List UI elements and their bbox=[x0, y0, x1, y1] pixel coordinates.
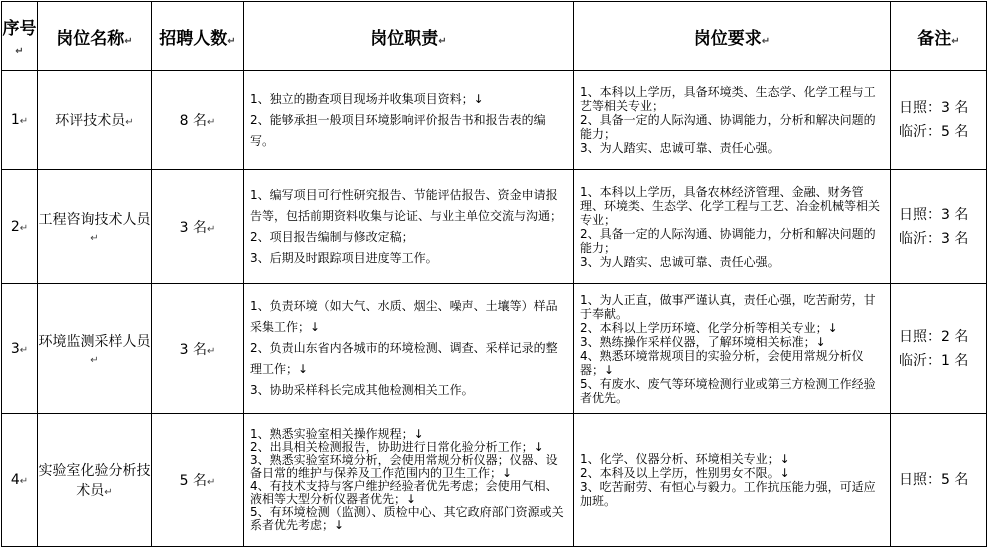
requirements-cell bbox=[574, 414, 891, 547]
duty-item: 2、项目报告编制与修改定稿； bbox=[250, 229, 414, 244]
header-duties: 岗位职责↵ bbox=[244, 2, 574, 71]
duty-item: 3、协助采样科长完成其他检测相关工作。 bbox=[250, 383, 474, 397]
duty-item: 2、能够承担一般项目环境影响评价报告书和报告表的编写。 bbox=[250, 112, 546, 148]
duty-item: 5、有环境检测（监测）、质检中心、其它政府部门资源或关系者优先考虑；↓ bbox=[250, 505, 564, 532]
row-number: 4↵ bbox=[2, 414, 38, 547]
duty-item: 2、出具相关检测报告，协助进行日常化验分析工作；↓ bbox=[250, 440, 544, 454]
duty-item: 3、后期及时跟踪项目进度等工作。 bbox=[250, 250, 438, 265]
headcount: 3 名↵ bbox=[152, 170, 244, 284]
table-row bbox=[2, 414, 987, 547]
header-row bbox=[2, 2, 987, 71]
duty-item: 1、熟悉实验室相关操作规程；↓ bbox=[250, 427, 424, 441]
duties-cell bbox=[244, 71, 574, 170]
duty-item: 1、独立的勘查项目现场并收集项目资料；↓ bbox=[250, 91, 484, 106]
notes-cell bbox=[891, 71, 987, 170]
note-item: 临沂：3 名 bbox=[899, 230, 969, 247]
header-headcount: 招聘人数↵ bbox=[152, 2, 244, 71]
requirements-cell bbox=[574, 170, 891, 284]
notes-cell bbox=[891, 170, 987, 284]
requirement-item: 3、吃苦耐劳、有恒心与毅力。工作抗压能力强，可适应加班。 bbox=[580, 480, 876, 508]
recruitment-table bbox=[1, 1, 987, 547]
requirement-item: 3、为人踏实、忠诚可靠、责任心强。 bbox=[580, 254, 780, 269]
row-number: 2↵ bbox=[2, 170, 38, 284]
duty-item: 3、熟悉实验室环境分析，会使用常规分析仪器；仪器、设备日常的维护与保养及工作范围内的卫生工作；↓ bbox=[250, 453, 558, 480]
note-item: 日照：5 名 bbox=[899, 472, 969, 488]
requirement-item: 3、熟练操作采样仪器，了解环境相关标准；↓ bbox=[580, 334, 826, 349]
requirement-item: 3、为人踏实、忠诚可靠、责任心强。 bbox=[580, 141, 780, 155]
requirements-cell bbox=[574, 71, 891, 170]
requirement-item: 2、本科以上学历环境、化学分析等相关专业；↓ bbox=[580, 320, 838, 335]
requirement-item: 1、为人正直，做事严谨认真，责任心强，吃苦耐劳，甘于奉献。 bbox=[580, 292, 876, 321]
row-number: 1↵ bbox=[2, 71, 38, 170]
duties-cell bbox=[244, 284, 574, 414]
position-name: 工程咨询技术人员↵ bbox=[38, 170, 152, 284]
note-item: 临沂：1 名 bbox=[899, 352, 969, 369]
requirement-item: 5、有废水、废气等环境检测行业或第三方检测工作经验者优先。 bbox=[580, 376, 876, 405]
requirement-item: 4、熟悉环境常规项目的实验分析，会使用常规分析仪器；↓ bbox=[580, 348, 864, 377]
requirement-item: 1、本科以上学历，具备环境类、生态学、化学工程与工艺等相关专业； bbox=[580, 85, 876, 113]
duty-item: 4、有技术支持与客户维护经验者优先考虑；会使用气相、液相等大型分析仪器者优先；↓ bbox=[250, 479, 558, 506]
requirement-item: 1、本科以上学历，具备农林经济管理、金融、财务管理、环境类、生态学、化学工程与工艺、冶金机械等相关专业； bbox=[580, 184, 881, 227]
notes-cell bbox=[891, 284, 987, 414]
table-row bbox=[2, 284, 987, 414]
position-name: 环评技术员↵ bbox=[38, 71, 152, 170]
duties-cell bbox=[244, 170, 574, 284]
headcount: 5 名↵ bbox=[152, 414, 244, 547]
requirement-item: 2、具备一定的人际沟通、协调能力，分析和解决问题的能力； bbox=[580, 113, 876, 141]
requirement-item: 1、化学、仪器分析、环境相关专业；↓ bbox=[580, 452, 790, 466]
note-item: 临沂：5 名 bbox=[899, 124, 969, 140]
header-requirements: 岗位要求↵ bbox=[574, 2, 891, 71]
table-row bbox=[2, 170, 987, 284]
header-position-name: 岗位名称↵ bbox=[38, 2, 152, 71]
headcount: 8 名↵ bbox=[152, 71, 244, 170]
row-number: 3↵ bbox=[2, 284, 38, 414]
note-item: 日照：2 名 bbox=[899, 328, 969, 345]
position-name: 实验室化验分析技术员↵ bbox=[38, 414, 152, 547]
duties-cell bbox=[244, 414, 574, 547]
notes-cell bbox=[891, 414, 987, 547]
duty-item: 1、负责环境（如大气、水质、烟尘、噪声、土壤等）样品采集工作；↓ bbox=[250, 299, 558, 334]
note-item: 日照：3 名 bbox=[899, 100, 969, 116]
position-name: 环境监测采样人员↵ bbox=[38, 284, 152, 414]
header-number: 序号↵ bbox=[2, 2, 38, 71]
note-item: 日照：3 名 bbox=[899, 206, 969, 223]
requirement-item: 2、本科及以上学历，性别男女不限。↓ bbox=[580, 466, 790, 480]
header-notes: 备注↵ bbox=[891, 2, 987, 71]
duty-item: 1、编写项目可行性研究报告、节能评估报告、资金申请报告等，包括前期资料收集与论证、与业主单位交流与沟通； bbox=[250, 187, 563, 223]
table-row bbox=[2, 71, 987, 170]
requirements-cell bbox=[574, 284, 891, 414]
headcount: 3 名↵ bbox=[152, 284, 244, 414]
duty-item: 2、负责山东省内各城市的环境检测、调查、采样记录的整理工作；↓ bbox=[250, 341, 558, 376]
requirement-item: 2、具备一定的人际沟通、协调能力，分析和解决问题的能力； bbox=[580, 226, 876, 255]
